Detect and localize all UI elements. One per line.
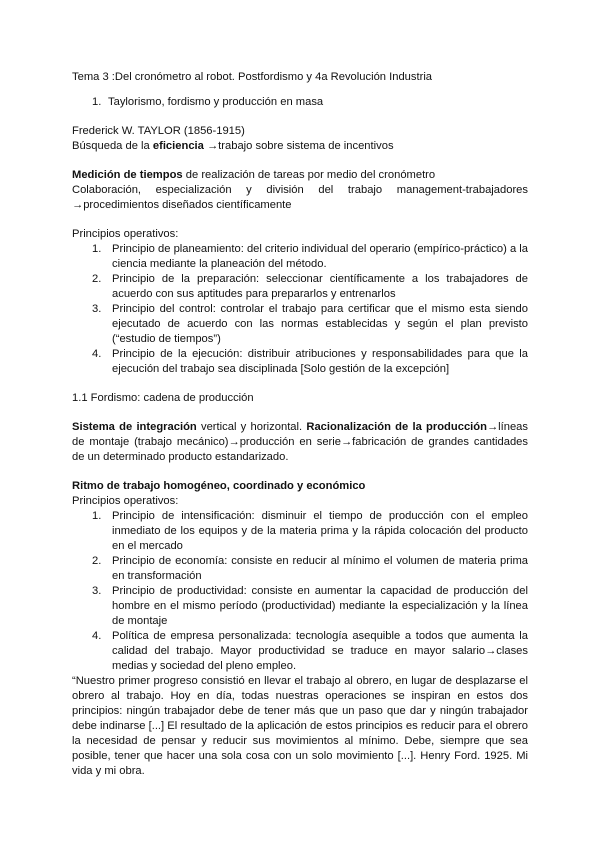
item-text: Principio de economía: consiste en reducir al mínimo el volumen de materia prima en transformación	[112, 555, 528, 582]
item-number: 2.	[92, 555, 102, 567]
medicion-line	[72, 168, 528, 183]
search-post-text: →trabajo sobre sistema de incentivos	[203, 140, 394, 152]
section-label: Taylorismo, fordismo y producción en masa	[108, 96, 324, 108]
list-item	[72, 629, 528, 674]
item-text: Principio de intensificación: disminuir el tiempo de producción con el empleo inmediato de los equipos y de la materia prima y la rápida colocación del producto en el mercado	[112, 510, 528, 552]
item-text: Principio de planeamiento: del criterio individual del operario (empírico-práctico) a la ciencia mediante la planeación del método.	[112, 243, 529, 270]
item-number: 4.	[92, 348, 102, 360]
item-number: 4.	[92, 630, 102, 642]
item-text: Principio de la preparación: seleccionar científicamente a los trabajadores de acuerdo con sus aptitudes para prepararlos y entrenarlos	[112, 273, 528, 300]
medicion-rest: de realización de tareas por medio del cronómetro	[182, 169, 436, 181]
list-item	[72, 242, 528, 272]
sistema-bold1: Sistema de integración	[72, 421, 197, 433]
list-item	[72, 302, 528, 347]
principios-list-2	[72, 509, 528, 674]
taylor-search-line	[72, 139, 528, 154]
list-item	[72, 272, 528, 302]
principios-heading-2: Principios operativos:	[72, 495, 179, 507]
item-number: 2.	[92, 273, 102, 285]
list-item	[72, 584, 528, 629]
page-title: Tema 3 :Del cronómetro al robot. Postfordismo y 4a Revolución Industria	[72, 71, 433, 83]
section-heading-1	[92, 95, 528, 110]
item-text: Principio de productividad: consiste en aumentar la capacidad de producción del hombre en el mismo período (productividad) mediante la especialización y la línea de montaje	[112, 585, 528, 627]
search-pre-text: Búsqueda de la	[72, 140, 153, 152]
item-number: 3.	[92, 303, 102, 315]
item-text: Política de empresa personalizada: tecnología asequible a todos que aumenta la calidad del trabajo. Mayor productividad se traduce en mayor salario→clases medias y sociedad del pleno empleo.	[112, 630, 528, 672]
search-bold-text: eficiencia	[152, 140, 204, 152]
medicion-bold: Medición de tiempos	[72, 169, 183, 181]
sistema-mid: vertical y horizontal.	[196, 421, 307, 433]
list-item	[72, 509, 528, 554]
ritmo-bold: Ritmo de trabajo homogéneo, coordinado y económico	[72, 480, 366, 492]
section-number: 1.	[92, 96, 102, 108]
item-text: Principio de la ejecución: distribuir atribuciones y responsabilidades para que la ejecución del trabajo sea disciplinada [Solo gestión de la excepción]	[112, 348, 528, 375]
list-item	[72, 554, 528, 584]
sistema-bold2: Racionalización de la producción	[306, 421, 487, 433]
fordismo-heading: 1.1 Fordismo: cadena de producción	[72, 392, 254, 404]
taylor-name: Frederick W. TAYLOR (1856-1915)	[72, 125, 245, 137]
ford-quote: “Nuestro primer progreso consistió en llevar el trabajo al obrero, en lugar de desplazarse el obrero al trabajo. Hoy en día, todas nuestras operaciones se inspiran en estos dos principios: ningún trabajador debe de tener más que un paso que dar y ningún trabajador debe indinarse [...] El resultado de la aplicación de estos principios es reducir para el obrero la necesidad de pensar y reducir sus movimientos al mínimo. Debe, siempre que sea posible, tener que hacer una sola cosa con un solo movimiento [...]. Henry Ford. 1925. Mi vida y mi obra.	[72, 675, 528, 777]
medicion-line2: Colaboración, especialización y división del trabajo management-trabajadores →procedimientos diseñados científicamente	[72, 184, 528, 211]
sistema-paragraph	[72, 420, 528, 465]
item-number: 3.	[92, 585, 102, 597]
item-number: 1.	[92, 243, 102, 255]
ritmo-heading	[72, 479, 528, 494]
sistema-rest: →líneas de montaje (trabajo mecánico)→producción en serie→fabricación de grandes cantidades de un determinado producto estandarizado.	[72, 421, 528, 463]
list-item	[72, 347, 528, 377]
principios-heading-1: Principios operativos:	[72, 228, 179, 240]
principios-list-1	[72, 242, 528, 377]
item-number: 1.	[92, 510, 102, 522]
item-text: Principio del control: controlar el trabajo para certificar que el mismo esta siendo ejecutado de acuerdo con las normas establecidas y según el plan previsto (“estudio de tiempos”)	[112, 303, 528, 345]
